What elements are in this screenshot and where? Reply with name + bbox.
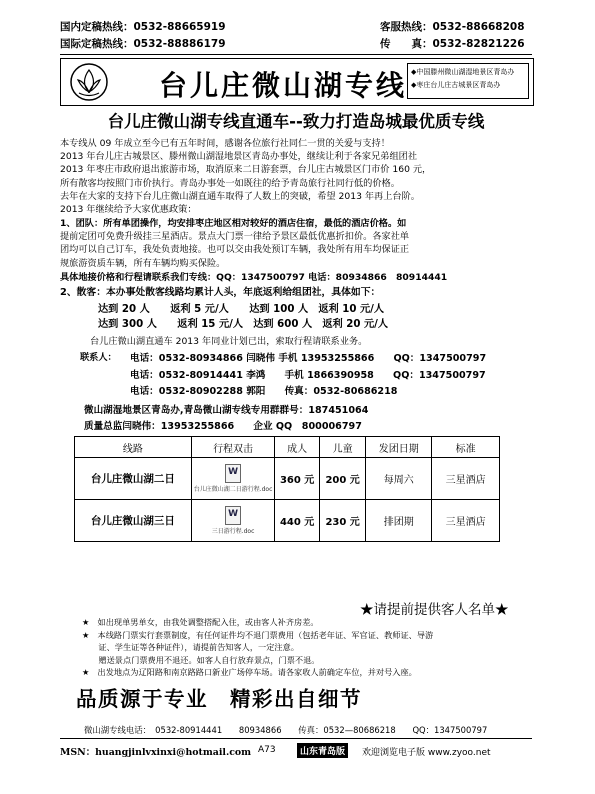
intl-hotline — [60, 37, 226, 51]
itinerary-file-name: 三日游行程.doc — [211, 528, 255, 535]
note-line: 证、学生证等各种证件），请提前告知客人，一定注意。 — [82, 642, 299, 652]
service-hotline — [380, 20, 525, 34]
intl-phone: 0532-88886179 — [133, 38, 226, 50]
policy-team-line: 提前定团可免费升级挂三星酒店。景点大门票一律给予景区最低优惠折扣价。各家社单 — [60, 231, 410, 243]
group-line: 微山湖湿地景区青岛办,青岛微山湖专线专用群群号：187451064 — [84, 405, 369, 416]
col-date: 发团日期 — [366, 437, 432, 458]
intro-line: 本专线从 09 年成立至今已有五年时间，感谢各位旅行社同仁一贯的关爱与支持！ — [60, 138, 390, 149]
hotel-standard: 三星酒店 — [432, 500, 500, 542]
headline: 台儿庄微山湖专线直通车--致力打造岛城最优质专线 — [107, 112, 485, 131]
msn-line: MSN：huangjinlvxinxi@hotmail.com — [60, 747, 252, 758]
word-doc-icon — [225, 506, 241, 525]
departure-date: 排团期 — [366, 500, 432, 542]
intro-line: 2013 年继续给予大家优惠政策： — [60, 204, 197, 216]
hotel-standard: 三星酒店 — [432, 458, 500, 500]
banner-title: 台儿庄微山湖专线 — [159, 69, 408, 102]
col-adult: 成人 — [275, 437, 320, 458]
contact-row: 电话：0532-80934866 闫晓伟 手机 13953255866 QQ：1347500797 — [130, 353, 487, 364]
intro-line: 去年在大家的支持下台儿庄微山湖直通车取得了人数上的突破，希望 2013 年再上台阶。 — [60, 190, 420, 202]
col-standard: 标准 — [432, 437, 500, 458]
footer-contact: 微山湖专线电话： 0532-80914441 80934866 传真：0532—80686218 QQ：1347500797 — [84, 725, 488, 735]
intro-line: 2013 年枣庄市政府退出旅游市场，取消原来二日游套票，台儿庄古城景区门市价 160 元， — [60, 164, 432, 176]
contact-line: 具体地接价格和行程请联系我们专线：QQ：1347500797 电话：80934866 80914441 — [60, 272, 448, 283]
service-label: 客服热线： — [380, 21, 433, 33]
policy-team-line: 1、团队：所有单团操作，均安排枣庄地区相对较好的酒店住宿，最低的酒店价格。如 — [60, 218, 407, 229]
itinerary-file-name: 台儿庄微山湖二日游行程.doc — [193, 486, 273, 493]
col-child: 儿童 — [319, 437, 365, 458]
rebate-line: 达到 20 人 返利 5 元/人 达到 100 人 返利 10 元/人 — [98, 304, 385, 315]
note-line: 赠送景点门票费用不退还。如客人自行放弃景点，门票不退。 — [82, 654, 320, 665]
adult-price: 360 元 — [275, 458, 320, 500]
policy-team-line: 规旅游资质车辆，所有车辆均购买保险。 — [60, 257, 226, 269]
plan-note: 台儿庄微山湖直通车 2013 年同业计划已出，索取行程请联系业务。 — [90, 336, 368, 347]
domestic-hotline — [60, 20, 226, 34]
policy-team-line: 团均可以自己订车，我处负责地接。也可以交由我处预订车辆，我处所有用车均保证正 — [60, 244, 410, 256]
table-header-row — [75, 437, 500, 458]
header-divider — [60, 54, 532, 55]
domestic-phone: 0532-88665919 — [133, 21, 226, 33]
col-route: 线路 — [75, 437, 192, 458]
intro-line: 2013 年台儿庄古城景区、滕州微山湖湿地景区青岛办事处，继续让利于各家兄弟组团社 — [60, 151, 418, 163]
word-doc-icon — [225, 464, 241, 483]
lotus-logo-icon — [69, 62, 109, 102]
fax-phone: 0532-82821226 — [432, 38, 525, 50]
contact-row: 电话：0532-80914441 李鸿 手机 1866390958 QQ：1347500797 — [130, 369, 486, 381]
table-row — [75, 500, 500, 542]
notes-block — [82, 616, 433, 679]
route-name: 台儿庄微山湖三日 — [75, 500, 192, 542]
contact-row: 电话：0532-80902288 郭阳 传真：0532-80686218 — [130, 386, 398, 397]
banner — [60, 58, 534, 106]
col-itinerary: 行程双击 — [191, 437, 275, 458]
fax-line — [380, 37, 525, 51]
domestic-label: 国内定稿热线： — [60, 21, 134, 33]
reminder: ★请提前提供客人名单★ — [360, 602, 509, 618]
footer-divider — [60, 738, 532, 739]
note-line: ★ 本线路门票实行套票制度，有任何证件均不退门票费用（包括老年证、军官证、教师证、导游 — [82, 629, 434, 640]
banner-note-2: ◆枣庄台儿庄古城景区青岛办 — [411, 81, 501, 89]
child-price: 200 元 — [319, 458, 365, 500]
itinerary-file[interactable] — [191, 500, 275, 542]
contacts-label: 联系人： — [80, 352, 117, 363]
banner-note-1: ◆中国滕州微山湖湿地景区青岛办 — [411, 68, 515, 76]
rebate-line: 达到 300 人 返利 15 元/人 达到 600 人 返利 20 元/人 — [98, 319, 389, 330]
child-price: 230 元 — [319, 500, 365, 542]
banner-notes — [407, 63, 529, 99]
service-phone: 0532-88668208 — [432, 21, 525, 33]
route-name: 台儿庄微山湖二日 — [75, 458, 192, 500]
contacts-rows — [130, 351, 486, 401]
intl-label: 国际定稿热线： — [60, 38, 134, 50]
tagline: 欢迎浏览电子版 www.zyoo.net — [362, 748, 491, 758]
rebate-block — [98, 302, 388, 332]
page-number: A73 — [258, 745, 276, 755]
itinerary-file[interactable] — [191, 458, 275, 500]
adult-price: 440 元 — [275, 500, 320, 542]
fax-label: 传 真： — [380, 38, 433, 50]
policy-team-block — [60, 217, 409, 270]
routes-table — [74, 436, 500, 542]
departure-date: 每周六 — [366, 458, 432, 500]
intro-line: 所有散客均按照门市价执行。青岛办事处一如既往的给予青岛旅行社同行低的价格。 — [60, 177, 400, 189]
note-line: ★ 出发地点为辽阳路和南京路路口新业广场停车场。请各家收人前确定车位，并对号入座。 — [82, 667, 417, 677]
supervisor-line: 质量总监闫晓伟：13953255866 企业 QQ 800006797 — [84, 421, 362, 432]
note-line: ★ 如出现单男单女，由我处调整搭配入住，或由客人补齐房差。 — [82, 617, 319, 627]
policy-individual: 2、散客：本办事处散客线路均累计人头，年底返利给组团社，具体如下： — [60, 287, 381, 298]
table-row — [75, 458, 500, 500]
slogan: 品质源于专业 精彩出自细节 — [76, 687, 362, 711]
intro-block — [60, 137, 431, 216]
brand-badge: 山东青岛版 — [297, 743, 348, 758]
